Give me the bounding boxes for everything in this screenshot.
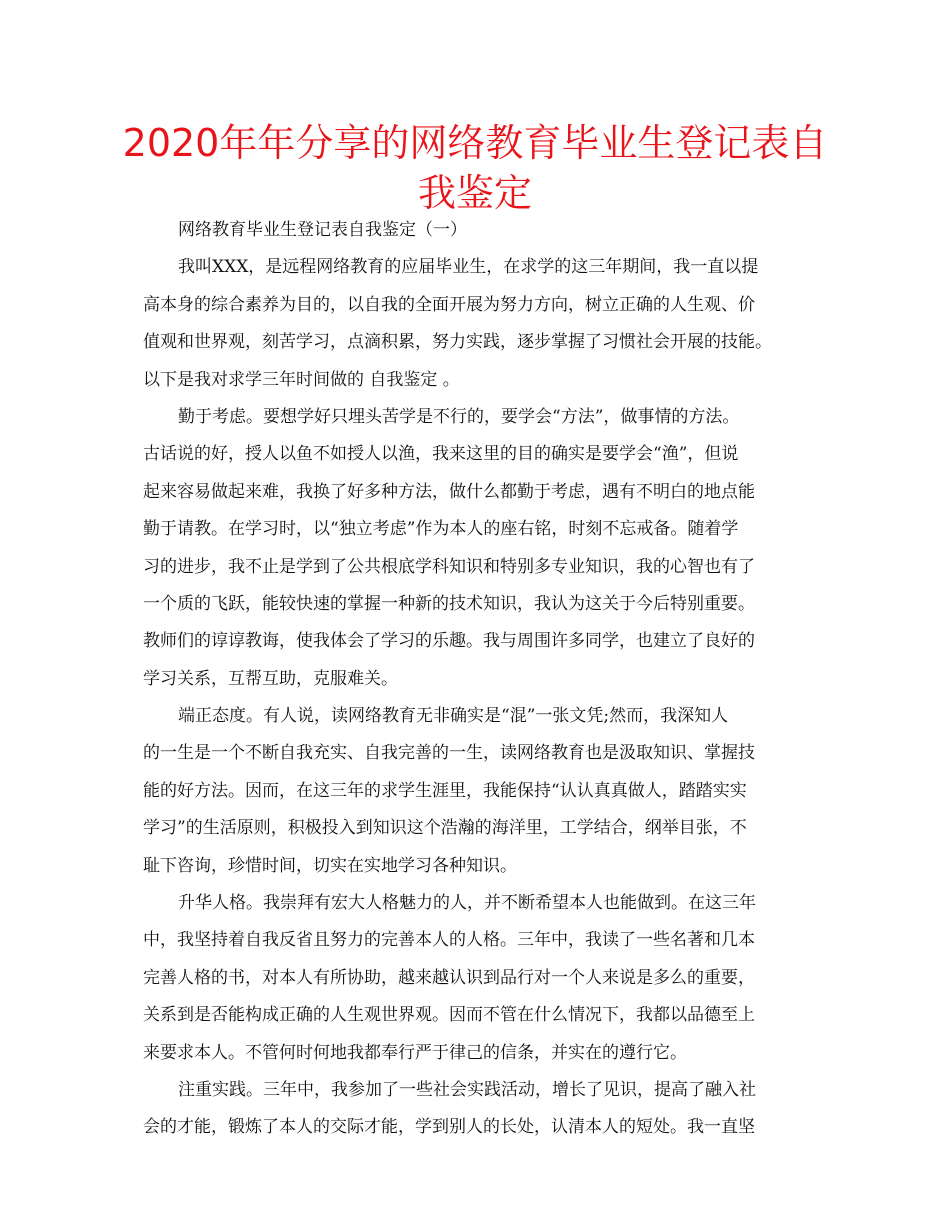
text-line: 教师们的谆谆教诲，使我体会了学习的乐趣。我与周围许多同学，也建立了良好的: [143, 631, 755, 652]
text-line: 学习关系，互帮互助，克服难关。: [143, 668, 398, 689]
text-line: 端正态度。有人说，读网络教育无非确实是“混”一张文凭;然而，我深知人: [178, 706, 729, 727]
text-line: 来要求本人。不管何时何地我都奉行严于律己的信条，并实在的遵行它。: [143, 1042, 687, 1063]
text-line: 值观和世界观，刻苦学习，点滴积累，努力实践，逐步掌握了习惯社会开展的技能。: [143, 332, 772, 353]
text-line: 耻下咨询，珍惜时间，切实在实地学习各种知识。: [143, 855, 517, 876]
text-line: 习的进步，我不止是学到了公共根底学科知识和特别多专业知识，我的心智也有了: [143, 556, 755, 577]
title-line: 2020年年分享的网络教育毕业生登记表自: [122, 121, 828, 165]
text-line: 以下是我对求学三年时间做的 自我鉴定 。: [143, 369, 460, 390]
document-body: [143, 212, 833, 1147]
text-line: 中，我坚持着自我反省且努力的完善本人的人格。三年中，我读了一些名著和几本: [143, 930, 755, 951]
text-line: 升华人格。我崇拜有宏大人格魅力的人，并不断希望本人也能做到。在这三年: [178, 893, 756, 914]
text-line: 能的好方法。因而，在这三年的求学生涯里，我能保持“认认真真做人，踏踏实实: [143, 780, 747, 801]
text-line: 注重实践。三年中，我参加了一些社会实践活动，增长了见识，提高了融入社: [178, 1079, 756, 1100]
text-line: 高本身的综合素养为目的，以自我的全面开展为努力方向，树立正确的人生观、价: [143, 294, 755, 315]
title-line: 我鉴定: [417, 171, 532, 215]
text-line: 网络教育毕业生登记表自我鉴定（一）: [178, 220, 467, 240]
text-line: 古话说的好，授人以鱼不如授人以渔，我来这里的目的确实是要学会“渔”，但说: [143, 444, 739, 465]
text-line: 起来容易做起来难，我换了好多种方法，做什么都勤于考虑，遇有不明白的地点能: [143, 481, 755, 502]
text-line: 关系到是否能构成正确的人生观世界观。因而不管在什么情况下，我都以品德至上: [143, 1005, 755, 1026]
text-line: 勤于请教。在学习时，以“独立考虑”作为本人的座右铭，时刻不忘戒备。随着学: [143, 519, 739, 540]
text-line: 完善人格的书，对本人有所协助，越来越认识到品行对一个人来说是多么的重要，: [143, 967, 755, 988]
text-line: 我叫XXX，是远程网络教育的应届毕业生，在求学的这三年期间，我一直以提: [178, 257, 759, 278]
text-line: 会的才能，锻炼了本人的交际才能，学到别人的长处，认清本人的短处。我一直坚: [143, 1117, 755, 1138]
text-line: 学习”的生活原则，积极投入到知识这个浩瀚的海洋里，工学结合，纲举目张，不: [143, 818, 747, 839]
text-line: 的一生是一个不断自我充实、自我完善的一生，读网络教育也是汲取知识、掌握技: [143, 743, 755, 764]
text-line: 勤于考虑。要想学好只埋头苦学是不行的，要学会“方法”，做事情的方法。: [178, 406, 740, 427]
text-line: 一个质的飞跃，能较快速的掌握一种新的技术知识，我认为这关于今后特别重要。: [143, 593, 755, 614]
document-title: [120, 118, 830, 218]
